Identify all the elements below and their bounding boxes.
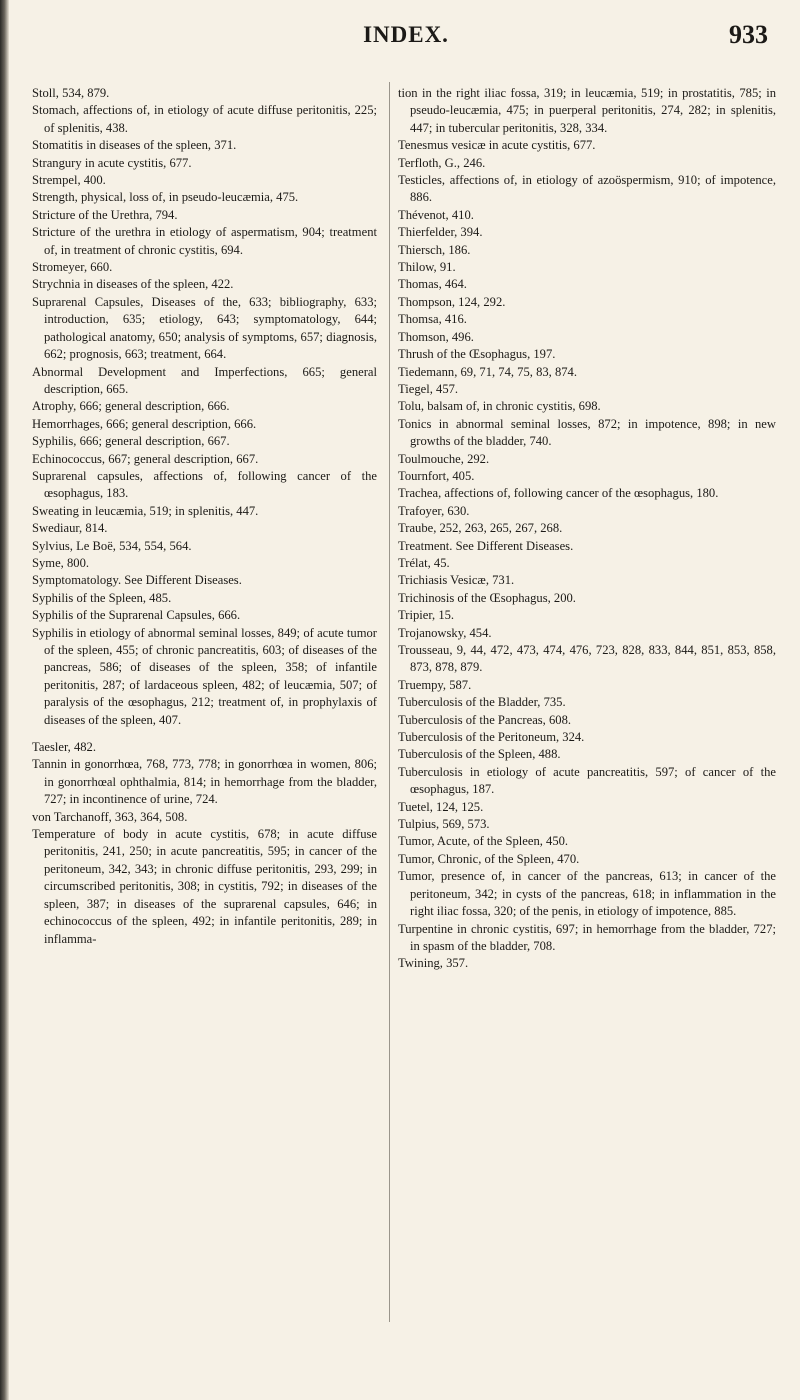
index-entry: Tonics in abnormal seminal losses, 872; in impotence, 898; in new growths of the bladder, 740. xyxy=(398,416,776,449)
index-entry: Tuberculosis in etiology of acute pancreatitis, 597; of cancer of the œsophagus, 187. xyxy=(398,764,776,797)
index-entry: Trachea, affections of, following cancer of the œsophagus, 180. xyxy=(398,486,719,501)
index-entry: Tumor, Acute, of the Spleen, 450. xyxy=(398,834,569,849)
index-entry: Taesler, 482. xyxy=(32,740,97,755)
index-entry: Strempel, 400. xyxy=(32,173,106,188)
page-header xyxy=(40,16,772,56)
index-entry: Stricture of the Urethra, 794. xyxy=(32,207,178,222)
index-entry: Thomson, 496. xyxy=(398,329,474,344)
index-entry: Treatment. See Different Diseases. xyxy=(398,538,574,553)
index-entry: Tournfort, 405. xyxy=(398,468,475,483)
page-number: 933 xyxy=(729,20,768,49)
index-entry: Suprarenal capsules, affections of, following cancer of the œsophagus, 183. xyxy=(32,468,377,501)
index-entry: Syphilis of the Suprarenal Capsules, 666. xyxy=(32,608,241,623)
index-entry: Thomsa, 416. xyxy=(398,312,467,327)
index-entry: Testicles, affections of, in etiology of azoöspermism, 910; of impotence, 886. xyxy=(398,173,776,205)
index-entry: Temperature of body in acute cystitis, 678; in acute diffuse peritonitis, 241, 250; in acute pancreatitis, 595; in cancer of the peritoneum, 342, 343; in chronic diffuse peritonitis, 293, 299; in circumscribed peritonitis, 308; in cystitis, 792; in diseases of the spleen, 387; in diseases of the suprarenal capsules, 646; in echinococcus of the spleen, 492; in infantile peritonitis, 289; in inflamma- xyxy=(32,827,377,946)
index-entry: Truempy, 587. xyxy=(398,677,472,692)
index-entry: Syme, 800. xyxy=(32,555,90,570)
index-entry: Echinococcus, 667; general description, 667. xyxy=(32,451,259,466)
index-entry: Stomach, affections of, in etiology of acute diffuse peritonitis, 225; of splenitis, 438. xyxy=(32,103,377,135)
section-gap xyxy=(32,729,377,739)
index-entry: Thilow, 91. xyxy=(398,260,456,275)
index-entry: Thierfelder, 394. xyxy=(398,225,483,240)
index-entry: Tuetel, 124, 125. xyxy=(398,799,484,814)
index-entry: Tiedemann, 69, 71, 74, 75, 83, 874. xyxy=(398,364,577,379)
index-entry: Syphilis in etiology of abnormal seminal losses, 849; of acute tumor of the spleen, 455; of chronic pancreatitis, 603; of diseases of the pancreas, 586; of diseases of the spleen, 358; of infantile peritonitis, 287; of lardaceous spleen, 482; of leucæmia, 507; of paralysis of the œsophagus, 212; treatment of, in prophylaxis of diseases of the spleen, 407. xyxy=(32,625,377,727)
index-entry: Stoll, 534, 879. xyxy=(32,86,110,100)
index-entry: Trousseau, 9, 44, 472, 473, 474, 476, 723, 828, 833, 844, 851, 853, 858, 873, 878, 879. xyxy=(398,643,776,675)
index-entry: Tulpius, 569, 573. xyxy=(398,817,490,832)
index-entry: Stomatitis in diseases of the spleen, 371. xyxy=(32,138,237,153)
index-entry: Tuberculosis of the Peritoneum, 324. xyxy=(398,730,585,745)
index-entry: Thiersch, 186. xyxy=(398,242,471,257)
index-entry: Trichiasis Vesicæ, 731. xyxy=(398,573,515,588)
index-entry: Tumor, presence of, in cancer of the pancreas, 613; in cancer of the peritoneum, 342; in cysts of the pancreas, 618; in inflammation in the right iliac fossa, 320; of the penis, in etiology of impotence, 885. xyxy=(398,869,776,919)
index-entry: Swediaur, 814. xyxy=(32,521,108,536)
index-entry: Trichinosis of the Œsophagus, 200. xyxy=(398,590,576,605)
page-binding-edge xyxy=(0,0,9,1400)
index-entry: Tumor, Chronic, of the Spleen, 470. xyxy=(398,851,580,866)
index-entry: Tripier, 15. xyxy=(398,608,455,623)
index-entry: Thomas, 464. xyxy=(398,277,467,292)
index-entry: Traube, 252, 263, 265, 267, 268. xyxy=(398,521,563,536)
index-entry: tion in the right iliac fossa, 319; in leucæmia, 519; in prostatitis, 785; in pseudo-leucæmia, 475; in puerperal peritonitis, 274, 282; in splenitis, 447; in tubercular peritonitis, 328, 334. xyxy=(398,86,776,135)
index-entry: Tuberculosis of the Spleen, 488. xyxy=(398,747,561,762)
index-entry: Trélat, 45. xyxy=(398,555,450,570)
index-entry: Strangury in acute cystitis, 677. xyxy=(32,155,192,170)
index-entry: Abnormal Development and Imperfections, 665; general description, 665. xyxy=(32,364,377,396)
index-entry: Atrophy, 666; general description, 666. xyxy=(32,399,230,414)
index-entry: Thompson, 124, 292. xyxy=(398,294,506,309)
index-entry: Tolu, balsam of, in chronic cystitis, 698. xyxy=(398,399,601,414)
index-entry: Trojanowsky, 454. xyxy=(398,625,492,640)
index-entry: Toulmouche, 292. xyxy=(398,451,490,466)
index-entry: von Tarchanoff, 363, 364, 508. xyxy=(32,809,188,824)
index-entry: Tuberculosis of the Bladder, 735. xyxy=(398,695,566,710)
index-entry: Sweating in leucæmia, 519; in splenitis, 447. xyxy=(32,503,259,518)
index-entry: Stricture of the urethra in etiology of aspermatism, 904; treatment of, in treatment of chronic cystitis, 694. xyxy=(32,225,377,257)
index-entry: Tiegel, 457. xyxy=(398,381,459,396)
index-entry: Trafoyer, 630. xyxy=(398,503,470,518)
page-title: INDEX. xyxy=(363,22,449,47)
index-entry: Turpentine in chronic cystitis, 697; in hemorrhage from the bladder, 727; in spasm of the bladder, 708. xyxy=(398,921,776,953)
index-entry: Strength, physical, loss of, in pseudo-leucæmia, 475. xyxy=(32,190,299,205)
index-entry: Tannin in gonorrhœa, 768, 773, 778; in gonorrhœa in women, 806; in gonorrhœal ophthalmia, 814; in hemorrhage from the bladder, 727; in incontinence of urine, 724. xyxy=(32,757,377,807)
left-index-column xyxy=(32,85,377,948)
index-entry: Sylvius, Le Boë, 534, 554, 564. xyxy=(32,538,192,553)
right-index-column xyxy=(398,85,776,973)
index-entry: Syphilis, 666; general description, 667. xyxy=(32,434,230,449)
index-entry: Hemorrhages, 666; general description, 666. xyxy=(32,416,257,431)
index-entry: Thévenot, 410. xyxy=(398,207,474,222)
index-entry: Tenesmus vesicæ in acute cystitis, 677. xyxy=(398,138,596,153)
index-entry: Thrush of the Œsophagus, 197. xyxy=(398,347,556,362)
index-entry: Syphilis of the Spleen, 485. xyxy=(32,590,172,605)
index-entry: Strychnia in diseases of the spleen, 422. xyxy=(32,277,234,292)
index-entry: Twining, 357. xyxy=(398,956,469,971)
column-divider xyxy=(389,82,390,1322)
index-entry: Suprarenal Capsules, Diseases of the, 633; bibliography, 633; introduction, 635; etiology, 643; symptomatology, 644; pathological anatomy, 650; analysis of symptoms, 657; diagnosis, 662; prognosis, 663; treatment, 664. xyxy=(32,294,377,362)
index-entry: Symptomatology. See Different Diseases. xyxy=(32,573,242,588)
index-entry: Terfloth, G., 246. xyxy=(398,155,486,170)
index-entry: Stromeyer, 660. xyxy=(32,260,113,275)
index-entry: Tuberculosis of the Pancreas, 608. xyxy=(398,712,572,727)
